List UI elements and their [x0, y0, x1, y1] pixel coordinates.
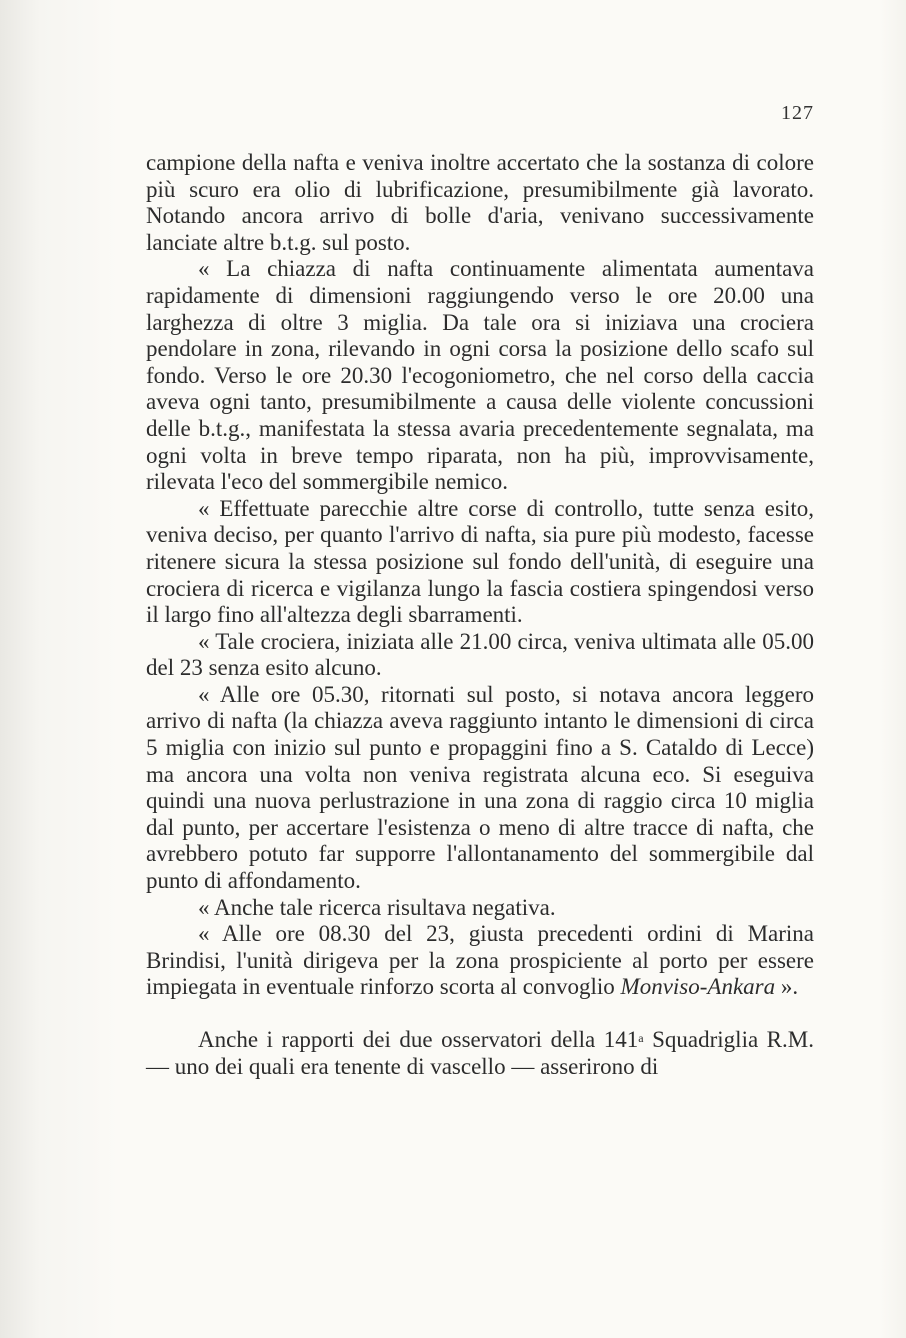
paragraph-7-italic: Monviso-Ankara	[620, 974, 776, 1000]
paragraph-7-tail: ».	[775, 974, 799, 1000]
superscript: a	[638, 1031, 644, 1045]
paragraph-1: campione della nafta e veniva inoltre accertato che la sostanza di colore più scuro era olio di lubrificazione, presumibilmente già lavorato. Notando ancora arrivo di bolle d'aria, venivano successivamente lanciate altre b.t.g. sul posto.	[146, 150, 814, 255]
paragraph-final	[146, 1027, 814, 1080]
page-number: 127	[781, 102, 814, 124]
paragraph-7-text: « Alle ore 08.30 del 23, giusta precedenti ordini di Marina Brindisi, l'unità dirigeva per la zona prospiciente al porto per essere impiegata in eventuale rinforzo scorta al convoglio	[146, 921, 814, 1000]
paragraph-final-end: Squadriglia R.M. — uno dei quali era tenente di vascello — asserirono di	[146, 1027, 814, 1079]
text-body	[146, 150, 814, 1080]
paragraph-5: « Alle ore 05.30, ritornati sul posto, si notava ancora leggero arrivo di nafta (la chiazza aveva raggiunto intanto le dimensioni di circa 5 miglia con inizio sul punto e propaggini fino a S. Cataldo di Lecce) ma ancora una volta non veniva registrata alcuna eco. Si eseguiva quindi una nuova perlustrazione in una zona di raggio circa 10 miglia dal punto, per accertare l'esistenza o meno di altre tracce di nafta, che avrebbero potuto far supporre l'allontanamento del sommergibile dal punto di affondamento.	[146, 681, 814, 894]
paragraph-4: « Tale crociera, iniziata alle 21.00 circa, veniva ultimata alle 05.00 del 23 senza esito alcuno.	[146, 628, 814, 681]
paragraph-final-start: Anche i rapporti dei due osservatori della 141	[198, 1027, 639, 1052]
paragraph-2: « La chiazza di nafta continuamente alimentata aumentava rapidamente di dimensioni raggiungendo verso le ore 20.00 una larghezza di oltre 3 miglia. Da tale ora si iniziava una crociera pendolare in zona, rilevando in ogni corsa la posizione dello scafo sul fondo. Verso le ore 20.30 l'ecogoniometro, che nel corso della caccia aveva ogni tanto, presumibilmente a causa delle violente concussioni delle b.t.g., manifestata la stessa avaria precedentemente segnalata, ma ogni volta in breve tempo riparata, non ha più, improvvisamente, rilevata l'eco del sommergibile nemico.	[146, 256, 814, 495]
paragraph-6: « Anche tale ricerca risultava negativa.	[198, 894, 556, 920]
paragraph-3: « Effettuate parecchie altre corse di controllo, tutte senza esito, veniva deciso, per quanto l'arrivo di nafta, sia pure più modesto, facesse ritenere sicura la stessa posizione sul fondo dell'unità, di eseguire una crociera di ricerca e vigilanza lungo la fascia costiera spingendosi verso il largo fino all'altezza degli sbarramenti.	[146, 495, 814, 628]
paragraph-7	[146, 921, 814, 1001]
